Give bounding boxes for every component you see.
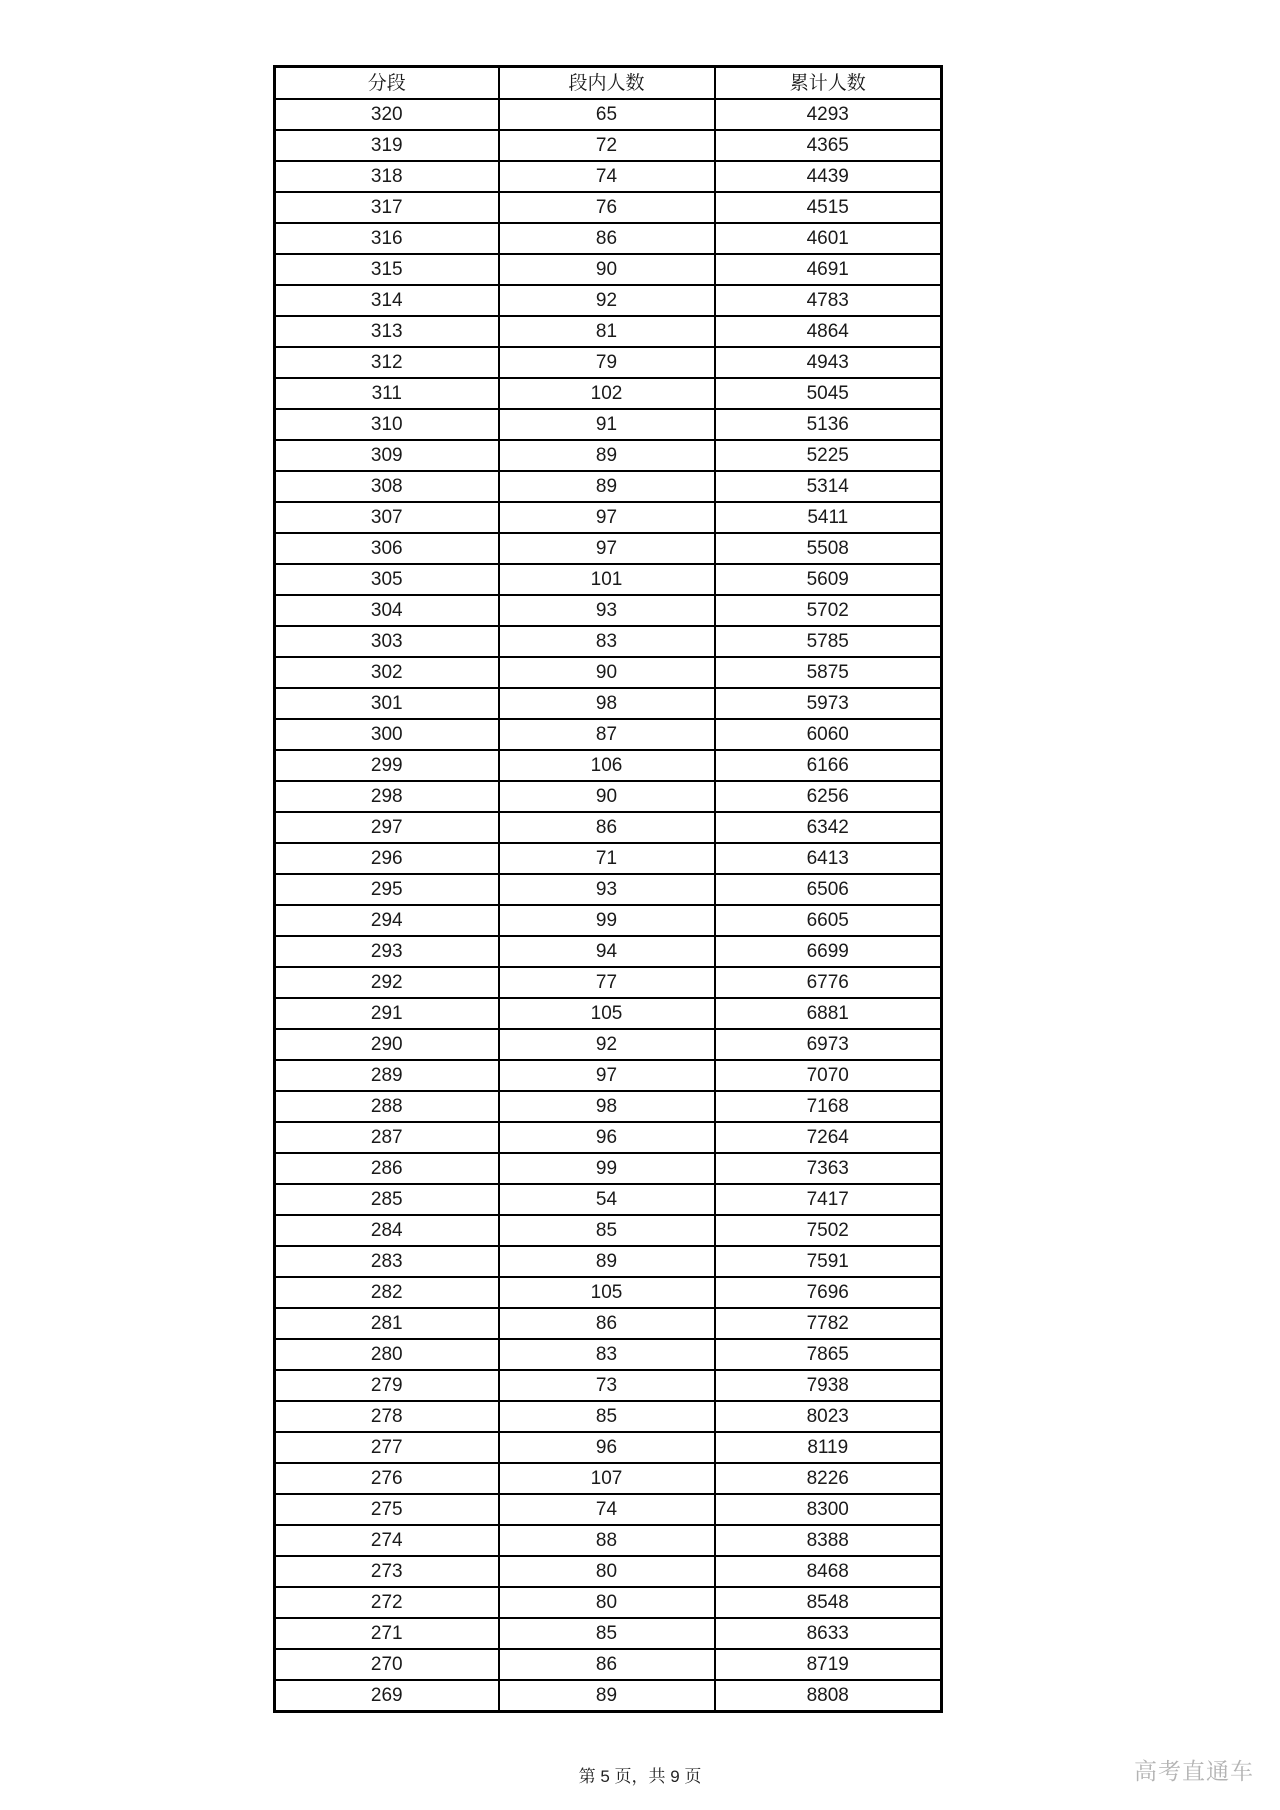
cumulative-count-cell: 5609 — [715, 564, 942, 595]
table-row — [275, 1370, 942, 1401]
segment-count-cell: 74 — [499, 161, 715, 192]
table-row — [275, 1463, 942, 1494]
cumulative-count-cell: 6256 — [715, 781, 942, 812]
cumulative-count-cell: 8633 — [715, 1618, 942, 1649]
table-row — [275, 843, 942, 874]
table-row — [275, 1122, 942, 1153]
segment-cell: 272 — [275, 1587, 499, 1618]
segment-count-cell: 101 — [499, 564, 715, 595]
segment-count-cell: 92 — [499, 285, 715, 316]
segment-count-cell: 89 — [499, 1246, 715, 1277]
cumulative-count-cell: 8023 — [715, 1401, 942, 1432]
table-row — [275, 1525, 942, 1556]
segment-count-cell: 89 — [499, 1680, 715, 1712]
segment-cell: 283 — [275, 1246, 499, 1277]
segment-count-cell: 74 — [499, 1494, 715, 1525]
cumulative-count-cell: 7363 — [715, 1153, 942, 1184]
cumulative-count-cell: 6342 — [715, 812, 942, 843]
cumulative-count-cell: 8119 — [715, 1432, 942, 1463]
segment-cell: 275 — [275, 1494, 499, 1525]
segment-count-cell: 86 — [499, 1308, 715, 1339]
table-row — [275, 967, 942, 998]
segment-cell: 288 — [275, 1091, 499, 1122]
segment-cell: 276 — [275, 1463, 499, 1494]
cumulative-count-cell: 7417 — [715, 1184, 942, 1215]
segment-cell: 307 — [275, 502, 499, 533]
segment-cell: 303 — [275, 626, 499, 657]
cumulative-count-cell: 5225 — [715, 440, 942, 471]
cumulative-count-cell: 4691 — [715, 254, 942, 285]
segment-count-cell: 77 — [499, 967, 715, 998]
segment-cell: 310 — [275, 409, 499, 440]
segment-count-cell: 98 — [499, 1091, 715, 1122]
cumulative-count-cell: 4439 — [715, 161, 942, 192]
table-row — [275, 347, 942, 378]
segment-cell: 273 — [275, 1556, 499, 1587]
cumulative-count-cell: 6699 — [715, 936, 942, 967]
segment-cell: 277 — [275, 1432, 499, 1463]
segment-count-cell: 96 — [499, 1432, 715, 1463]
segment-count-cell: 91 — [499, 409, 715, 440]
cumulative-count-cell: 7168 — [715, 1091, 942, 1122]
table-row — [275, 471, 942, 502]
segment-cell: 318 — [275, 161, 499, 192]
segment-count-cell: 93 — [499, 874, 715, 905]
segment-cell: 282 — [275, 1277, 499, 1308]
table-row — [275, 564, 942, 595]
segment-count-cell: 99 — [499, 905, 715, 936]
segment-count-cell: 92 — [499, 1029, 715, 1060]
table-row — [275, 595, 942, 626]
segment-cell: 284 — [275, 1215, 499, 1246]
segment-count-cell: 73 — [499, 1370, 715, 1401]
table-row — [275, 1556, 942, 1587]
table-row — [275, 1587, 942, 1618]
cumulative-count-cell: 7502 — [715, 1215, 942, 1246]
segment-cell: 270 — [275, 1649, 499, 1680]
segment-count-cell: 54 — [499, 1184, 715, 1215]
segment-count-cell: 65 — [499, 99, 715, 130]
table-row — [275, 626, 942, 657]
segment-count-cell: 93 — [499, 595, 715, 626]
cumulative-count-cell: 5045 — [715, 378, 942, 409]
segment-count-cell: 86 — [499, 223, 715, 254]
table-row — [275, 1401, 942, 1432]
segment-cell: 271 — [275, 1618, 499, 1649]
segment-cell: 299 — [275, 750, 499, 781]
header-cumulative-count: 累计人数 — [715, 67, 942, 100]
cumulative-count-cell: 7591 — [715, 1246, 942, 1277]
cumulative-count-cell: 5136 — [715, 409, 942, 440]
segment-cell: 290 — [275, 1029, 499, 1060]
table-row — [275, 192, 942, 223]
segment-cell: 280 — [275, 1339, 499, 1370]
segment-cell: 293 — [275, 936, 499, 967]
table-row — [275, 254, 942, 285]
cumulative-count-cell: 4864 — [715, 316, 942, 347]
segment-cell: 320 — [275, 99, 499, 130]
cumulative-count-cell: 8548 — [715, 1587, 942, 1618]
watermark-text: 高考直通车 — [1134, 1758, 1254, 1784]
segment-count-cell: 86 — [499, 812, 715, 843]
cumulative-count-cell: 6881 — [715, 998, 942, 1029]
segment-cell: 302 — [275, 657, 499, 688]
segment-cell: 300 — [275, 719, 499, 750]
segment-cell: 313 — [275, 316, 499, 347]
table-row — [275, 1246, 942, 1277]
table-row — [275, 1215, 942, 1246]
table-row — [275, 1680, 942, 1712]
table-row — [275, 316, 942, 347]
table-row — [275, 1060, 942, 1091]
table-row — [275, 378, 942, 409]
cumulative-count-cell: 7264 — [715, 1122, 942, 1153]
cumulative-count-cell: 4293 — [715, 99, 942, 130]
segment-count-cell: 81 — [499, 316, 715, 347]
cumulative-count-cell: 7782 — [715, 1308, 942, 1339]
table-header-row — [275, 67, 942, 100]
segment-count-cell: 107 — [499, 1463, 715, 1494]
segment-count-cell: 89 — [499, 471, 715, 502]
segment-cell: 317 — [275, 192, 499, 223]
segment-cell: 315 — [275, 254, 499, 285]
segment-count-cell: 102 — [499, 378, 715, 409]
segment-cell: 304 — [275, 595, 499, 626]
segment-count-cell: 105 — [499, 1277, 715, 1308]
page-number: 第 5 页，共 9 页 — [578, 1767, 702, 1786]
table-row — [275, 99, 942, 130]
segment-cell: 269 — [275, 1680, 499, 1712]
segment-count-cell: 85 — [499, 1401, 715, 1432]
cumulative-count-cell: 6605 — [715, 905, 942, 936]
segment-count-cell: 98 — [499, 688, 715, 719]
segment-count-cell: 90 — [499, 657, 715, 688]
score-distribution-table — [273, 65, 943, 1713]
cumulative-count-cell: 5314 — [715, 471, 942, 502]
segment-count-cell: 106 — [499, 750, 715, 781]
table-row — [275, 657, 942, 688]
segment-cell: 319 — [275, 130, 499, 161]
table-row — [275, 750, 942, 781]
segment-count-cell: 105 — [499, 998, 715, 1029]
segment-count-cell: 71 — [499, 843, 715, 874]
cumulative-count-cell: 6776 — [715, 967, 942, 998]
segment-cell: 292 — [275, 967, 499, 998]
table-row — [275, 130, 942, 161]
segment-count-cell: 97 — [499, 1060, 715, 1091]
cumulative-count-cell: 6973 — [715, 1029, 942, 1060]
segment-count-cell: 86 — [499, 1649, 715, 1680]
segment-count-cell: 90 — [499, 254, 715, 285]
segment-count-cell: 88 — [499, 1525, 715, 1556]
segment-count-cell: 85 — [499, 1215, 715, 1246]
segment-cell: 278 — [275, 1401, 499, 1432]
cumulative-count-cell: 6413 — [715, 843, 942, 874]
segment-cell: 309 — [275, 440, 499, 471]
table-row — [275, 1091, 942, 1122]
table-row — [275, 998, 942, 1029]
cumulative-count-cell: 5702 — [715, 595, 942, 626]
cumulative-count-cell: 7696 — [715, 1277, 942, 1308]
cumulative-count-cell: 4365 — [715, 130, 942, 161]
segment-count-cell: 85 — [499, 1618, 715, 1649]
cumulative-count-cell: 5508 — [715, 533, 942, 564]
segment-count-cell: 83 — [499, 626, 715, 657]
table-row — [275, 161, 942, 192]
header-segment-count: 段内人数 — [499, 67, 715, 100]
segment-count-cell: 96 — [499, 1122, 715, 1153]
segment-cell: 295 — [275, 874, 499, 905]
table-row — [275, 1618, 942, 1649]
table-row — [275, 1339, 942, 1370]
table-row — [275, 1494, 942, 1525]
segment-count-cell: 72 — [499, 130, 715, 161]
segment-cell: 285 — [275, 1184, 499, 1215]
segment-cell: 308 — [275, 471, 499, 502]
segment-count-cell: 94 — [499, 936, 715, 967]
segment-cell: 287 — [275, 1122, 499, 1153]
segment-count-cell: 76 — [499, 192, 715, 223]
table-row — [275, 533, 942, 564]
segment-cell: 279 — [275, 1370, 499, 1401]
header-segment: 分段 — [275, 67, 499, 100]
table-row — [275, 905, 942, 936]
segment-cell: 312 — [275, 347, 499, 378]
cumulative-count-cell: 4601 — [715, 223, 942, 254]
segment-count-cell: 83 — [499, 1339, 715, 1370]
segment-cell: 291 — [275, 998, 499, 1029]
table-row — [275, 502, 942, 533]
table-row — [275, 1029, 942, 1060]
table-row — [275, 1184, 942, 1215]
segment-cell: 314 — [275, 285, 499, 316]
cumulative-count-cell: 7070 — [715, 1060, 942, 1091]
segment-cell: 286 — [275, 1153, 499, 1184]
cumulative-count-cell: 4783 — [715, 285, 942, 316]
segment-count-cell: 90 — [499, 781, 715, 812]
segment-cell: 281 — [275, 1308, 499, 1339]
segment-count-cell: 97 — [499, 502, 715, 533]
table-row — [275, 1308, 942, 1339]
cumulative-count-cell: 8388 — [715, 1525, 942, 1556]
table-row — [275, 1649, 942, 1680]
table-row — [275, 223, 942, 254]
segment-count-cell: 99 — [499, 1153, 715, 1184]
segment-cell: 296 — [275, 843, 499, 874]
cumulative-count-cell: 8300 — [715, 1494, 942, 1525]
cumulative-count-cell: 8719 — [715, 1649, 942, 1680]
segment-cell: 289 — [275, 1060, 499, 1091]
table-row — [275, 874, 942, 905]
cumulative-count-cell: 6166 — [715, 750, 942, 781]
segment-cell: 274 — [275, 1525, 499, 1556]
segment-count-cell: 87 — [499, 719, 715, 750]
cumulative-count-cell: 8808 — [715, 1680, 942, 1712]
table-row — [275, 409, 942, 440]
cumulative-count-cell: 6506 — [715, 874, 942, 905]
table-row — [275, 1432, 942, 1463]
segment-count-cell: 97 — [499, 533, 715, 564]
cumulative-count-cell: 5785 — [715, 626, 942, 657]
segment-count-cell: 79 — [499, 347, 715, 378]
cumulative-count-cell: 5875 — [715, 657, 942, 688]
segment-cell: 298 — [275, 781, 499, 812]
cumulative-count-cell: 5973 — [715, 688, 942, 719]
cumulative-count-cell: 4515 — [715, 192, 942, 223]
segment-count-cell: 89 — [499, 440, 715, 471]
table-row — [275, 1153, 942, 1184]
segment-cell: 305 — [275, 564, 499, 595]
cumulative-count-cell: 7938 — [715, 1370, 942, 1401]
table-row — [275, 719, 942, 750]
table-row — [275, 285, 942, 316]
segment-cell: 301 — [275, 688, 499, 719]
segment-count-cell: 80 — [499, 1587, 715, 1618]
cumulative-count-cell: 4943 — [715, 347, 942, 378]
segment-cell: 311 — [275, 378, 499, 409]
segment-cell: 294 — [275, 905, 499, 936]
table-row — [275, 1277, 942, 1308]
table-row — [275, 781, 942, 812]
cumulative-count-cell: 8468 — [715, 1556, 942, 1587]
segment-count-cell: 80 — [499, 1556, 715, 1587]
cumulative-count-cell: 8226 — [715, 1463, 942, 1494]
segment-cell: 306 — [275, 533, 499, 564]
segment-cell: 316 — [275, 223, 499, 254]
cumulative-count-cell: 5411 — [715, 502, 942, 533]
table-row — [275, 936, 942, 967]
table-row — [275, 812, 942, 843]
cumulative-count-cell: 6060 — [715, 719, 942, 750]
segment-cell: 297 — [275, 812, 499, 843]
table-row — [275, 688, 942, 719]
table-row — [275, 440, 942, 471]
cumulative-count-cell: 7865 — [715, 1339, 942, 1370]
